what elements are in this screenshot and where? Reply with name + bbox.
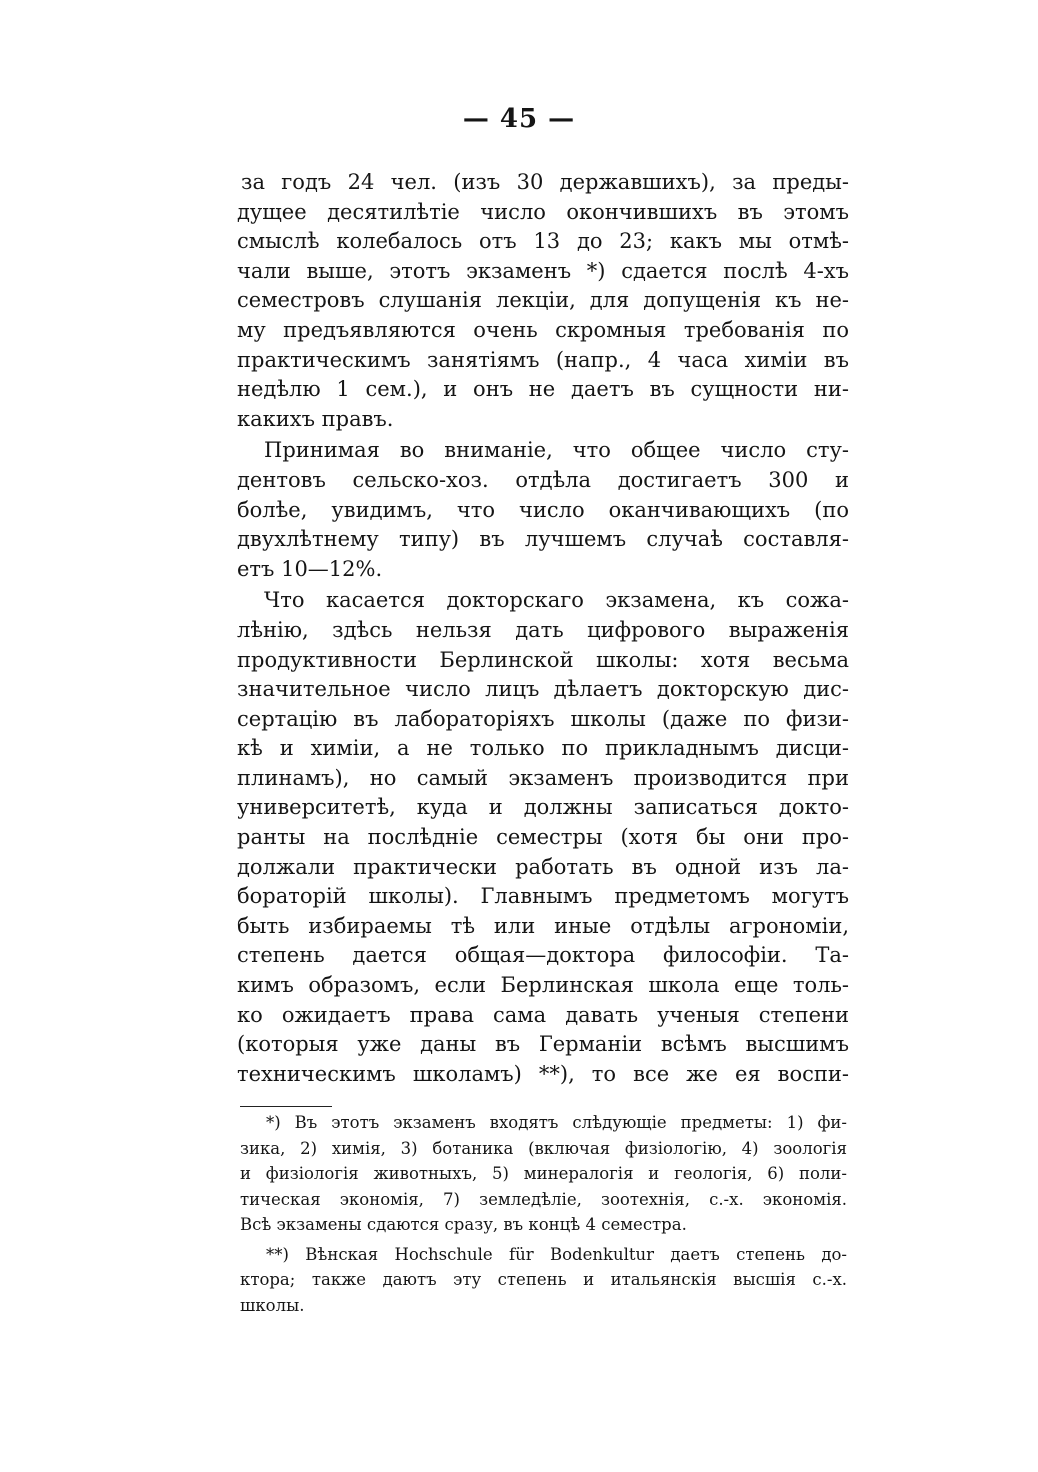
text-line: Принимая во вниманіе, что общее число сту-	[264, 438, 849, 463]
footnote-2	[240, 1242, 847, 1319]
text-line: Что касается докторскаго экзамена, къ сожа-	[264, 588, 849, 613]
text-line: болѣе, увидимъ, что число оканчивающихъ (по	[237, 497, 849, 522]
text-line: чали выше, этотъ экзаменъ *) сдается послѣ 4-хъ	[237, 258, 849, 283]
text-line: ранты на послѣдніе семестры (хотя бы они про-	[237, 825, 849, 850]
footnotes	[240, 1110, 847, 1318]
text-line: бораторій школы). Главнымъ предметомъ могутъ	[237, 884, 849, 909]
footnote-line: Всѣ экзамены сдаются сразу, въ концѣ 4 семестра.	[240, 1215, 687, 1234]
footnote-line: и физіологія животныхъ, 5) минералогія и геологія, 6) поли-	[240, 1164, 847, 1183]
text-line: продуктивности Берлинской школы: хотя весьма	[237, 647, 849, 672]
text-line: лѣнію, здѣсь нельзя дать цифрового выраженія	[237, 617, 849, 642]
footnote-line: тическая экономія, 7) земледѣліе, зоотехнія, с.-х. экономія.	[240, 1189, 847, 1209]
text-line: техническимъ школамъ) **), то все же ея воспи-	[237, 1061, 849, 1086]
text-line: (которыя уже даны въ Германіи всѣмъ высшимъ	[237, 1032, 849, 1057]
text-line: кѣ и химіи, а не только по прикладнымъ дисци-	[237, 736, 849, 761]
footnote-line: ктора; также даютъ эту степень и итальянскія высшія с.-х.	[240, 1270, 847, 1289]
text-line: етъ 10—12%.	[237, 556, 383, 581]
text-line: значительное число лицъ дѣлаетъ докторскую дис-	[237, 677, 849, 702]
text-line: степень дается общая—доктора философіи. Та-	[237, 943, 849, 968]
text-line: дущее десятилѣтіе число окончившихъ въ этомъ	[237, 199, 849, 224]
text-line: недѣлю 1 сем.), и онъ не даетъ въ сущности ни-	[237, 377, 849, 402]
page-number: — 45 —	[462, 104, 576, 134]
text-line: му предъявляются очень скромныя требованія по	[237, 317, 849, 342]
paragraph-3	[237, 586, 849, 1089]
footnote-line: зика, 2) химія, 3) ботаника (включая физіологію, 4) зоологія	[240, 1138, 847, 1158]
footnote-line: школы.	[240, 1295, 305, 1315]
text-line: университетѣ, куда и должны записаться докто-	[237, 795, 849, 820]
body-text	[237, 168, 849, 1089]
text-line: практическимъ занятіямъ (напр., 4 часа химіи въ	[237, 347, 849, 372]
text-line: семестровъ слушанія лекціи, для допущенія къ не-	[237, 288, 849, 313]
text-line: должали практически работать въ одной изъ ла-	[237, 854, 849, 879]
footnote-divider	[240, 1106, 332, 1107]
text-line: ко ожидаетъ права сама давать ученыя степени	[237, 1002, 849, 1027]
footnote-1	[240, 1110, 847, 1238]
text-line: какихъ правъ.	[237, 406, 394, 431]
text-line: смыслѣ колебалось отъ 13 до 23; какъ мы отмѣ-	[237, 229, 849, 254]
paragraph-1	[237, 168, 849, 434]
text-line: за годъ 24 чел. (изъ 30 державшихъ), за преды-	[241, 170, 849, 194]
footnote-line: **) Вѣнская Hochschule für Bodenkultur даетъ степень до-	[266, 1244, 847, 1264]
text-line: сертацію въ лабораторіяхъ школы (даже по физи-	[237, 706, 849, 731]
text-line: плинамъ), но самый экзаменъ производится при	[237, 765, 849, 790]
text-line: быть избираемы тѣ или иные отдѣлы агрономіи,	[237, 913, 849, 938]
text-line: кимъ образомъ, если Берлинская школа еще толь-	[237, 973, 849, 998]
text-line: двухлѣтнему типу) въ лучшемъ случаѣ составля-	[237, 527, 849, 552]
footnote-line: *) Въ этотъ экзаменъ входятъ слѣдующіе предметы: 1) фи-	[266, 1113, 847, 1132]
paragraph-2	[237, 436, 849, 584]
text-line: дентовъ сельско-хоз. отдѣла достигаетъ 300 и	[237, 467, 849, 492]
